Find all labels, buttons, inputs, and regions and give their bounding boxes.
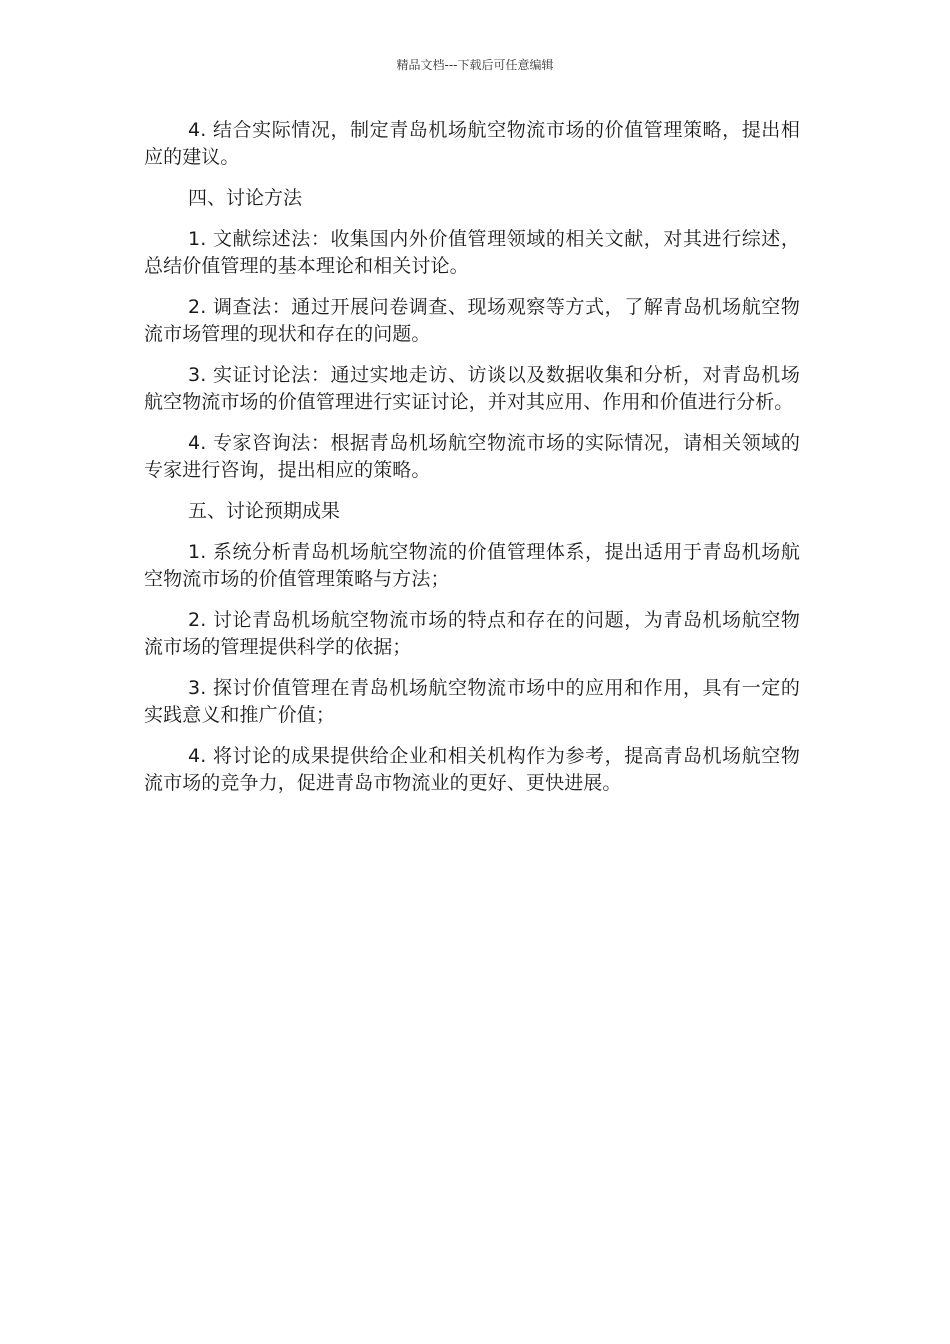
result-1-paragraph: 1. 系统分析青岛机场航空物流的价值管理体系，提出适用于青岛机场航空物流市场的价值管理策略与方法； <box>144 541 800 590</box>
method-4-paragraph: 4. 专家咨询法：根据青岛机场航空物流市场的实际情况，请相关领域的专家进行咨询，提出相应的策略。 <box>144 432 800 481</box>
method-2-paragraph: 2. 调查法：通过开展问卷调查、现场观察等方式，了解青岛机场航空物流市场管理的现状和存在的问题。 <box>144 296 800 345</box>
method-1-paragraph: 1. 文献综述法：收集国内外价值管理领域的相关文献，对其进行综述，总结价值管理的基本理论和相关讨论。 <box>144 228 800 277</box>
page-header: 精品文档---下载后可任意编辑 <box>396 58 554 72</box>
method-3-paragraph: 3. 实证讨论法：通过实地走访、访谈以及数据收集和分析，对青岛机场航空物流市场的价值管理进行实证讨论，并对其应用、作用和价值进行分析。 <box>144 364 800 413</box>
objective-4-paragraph: 4. 结合实际情况，制定青岛机场航空物流市场的价值管理策略，提出相应的建议。 <box>144 119 800 168</box>
result-4-paragraph: 4. 将讨论的成果提供给企业和相关机构作为参考，提高青岛机场航空物流市场的竞争力，促进青岛市物流业的更好、更快进展。 <box>144 745 800 794</box>
result-3-paragraph: 3. 探讨价值管理在青岛机场航空物流市场中的应用和作用，具有一定的实践意义和推广价值； <box>144 677 800 726</box>
result-2-paragraph: 2. 讨论青岛机场航空物流市场的特点和存在的问题，为青岛机场航空物流市场的管理提供科学的依据； <box>144 609 800 658</box>
document-body <box>144 117 800 811</box>
section-heading-methods: 四、讨论方法 <box>188 187 303 209</box>
section-heading-expected-results: 五、讨论预期成果 <box>188 500 341 522</box>
